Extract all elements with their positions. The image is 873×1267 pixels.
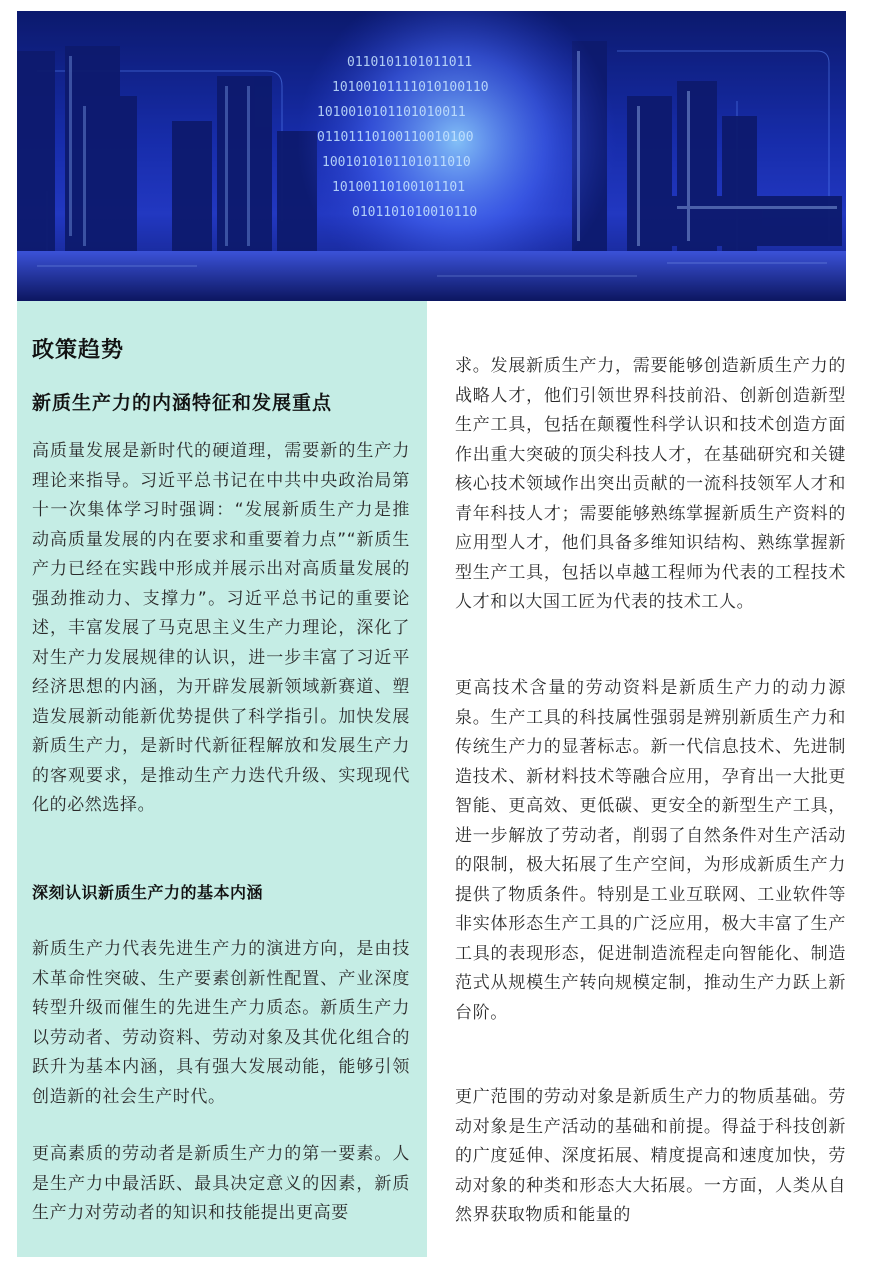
svg-text:01101110100110010100: 01101110100110010100 <box>317 130 474 145</box>
body-paragraph: 更高素质的劳动者是新质生产力的第一要素。人是生产力中最活跃、最具决定意义的因素，新质生产力对劳动者的知识和技能提出更高要 <box>32 1144 410 1223</box>
hero-image-city-data-globe <box>17 11 846 301</box>
body-paragraph: 更广范围的劳动对象是新质生产力的物质基础。劳动对象是生产活动的基础和前提。得益于科技创新的广度延伸、深度拓展、精度提高和速度加快，劳动对象的种类和形态大大拓展。一方面，人类从自然界获取物质和能量的 <box>455 1087 846 1225</box>
svg-text:10100110100101101: 10100110100101101 <box>332 180 466 195</box>
intro-paragraph: 高质量发展是新时代的硬道理，需要新的生产力理论来指导。习近平总书记在中共中央政治局第十一次集体学习时强调：“发展新质生产力是推动高质量发展的内在要求和重要着力点”“新质生产力已经在实践中形成并展示出对高质量发展的强劲推动力、支撑力”。习近平总书记的重要论述，丰富发展了马克思主义生产力理论，深化了对生产力发展规律的认识，进一步丰富了习近平经济思想的内涵，为开辟发展新领域新赛道、塑造发展新动能新优势提供了科学指引。加快发展新质生产力，是新时代新征程解放和发展生产力的客观要求，是推动生产力迭代升级、实现现代化的必然选择。 <box>32 441 410 815</box>
svg-text:0110101101011011: 0110101101011011 <box>347 55 473 70</box>
section-title: 政策趋势 <box>32 338 125 363</box>
article-title: 新质生产力的内涵特征和发展重点 <box>32 392 333 414</box>
svg-text:1010010101101010011: 1010010101101010011 <box>317 105 466 120</box>
body-paragraph: 新质生产力代表先进生产力的演进方向，是由技术革命性突破、生产要素创新性配置、产业深度转型升级而催生的先进生产力质态。新质生产力以劳动者、劳动资料、劳动对象及其优化组合的跃升为基本内涵，具有强大发展动能，能够引领创造新的社会生产时代。 <box>32 939 410 1107</box>
svg-text:0101101010010110: 0101101010010110 <box>352 205 478 220</box>
svg-text:1001010101101011010: 1001010101101011010 <box>322 155 471 170</box>
body-paragraph: 更高技术含量的劳动资料是新质生产力的动力源泉。生产工具的科技属性强弱是辨别新质生产力和传统生产力的显著标志。新一代信息技术、先进制造技术、新材料技术等融合应用，孕育出一大批更智能、更高效、更低碳、更安全的新型生产工具，进一步解放了劳动者，削弱了自然条件对生产活动的限制，极大拓展了生产空间，为形成新质生产力提供了物质条件。特别是工业互联网、工业软件等非实体形态生产工具的广泛应用，极大丰富了生产工具的表现形态，促进制造流程走向智能化、制造范式从规模生产转向规模定制，推动生产力跃上新台阶。 <box>455 678 846 1023</box>
body-paragraph: 求。发展新质生产力，需要能够创造新质生产力的战略人才，他们引领世界科技前沿、创新创造新型生产工具，包括在颠覆性科学认识和技术创造方面作出重大突破的顶尖科技人才，在基础研究和关键核心技术领域作出突出贡献的一流科技领军人才和青年科技人才；需要能够熟练掌握新质生产资料的应用型人才，他们具备多维知识结构、熟练掌握新型生产工具，包括以卓越工程师为代表的工程技术人才和以大国工匠为代表的技术工人。 <box>455 356 846 612</box>
svg-text:10100101111010100110: 10100101111010100110 <box>332 80 489 95</box>
city-skyline-illustration <box>17 11 846 301</box>
subheading: 深刻认识新质生产力的基本内涵 <box>32 883 264 902</box>
